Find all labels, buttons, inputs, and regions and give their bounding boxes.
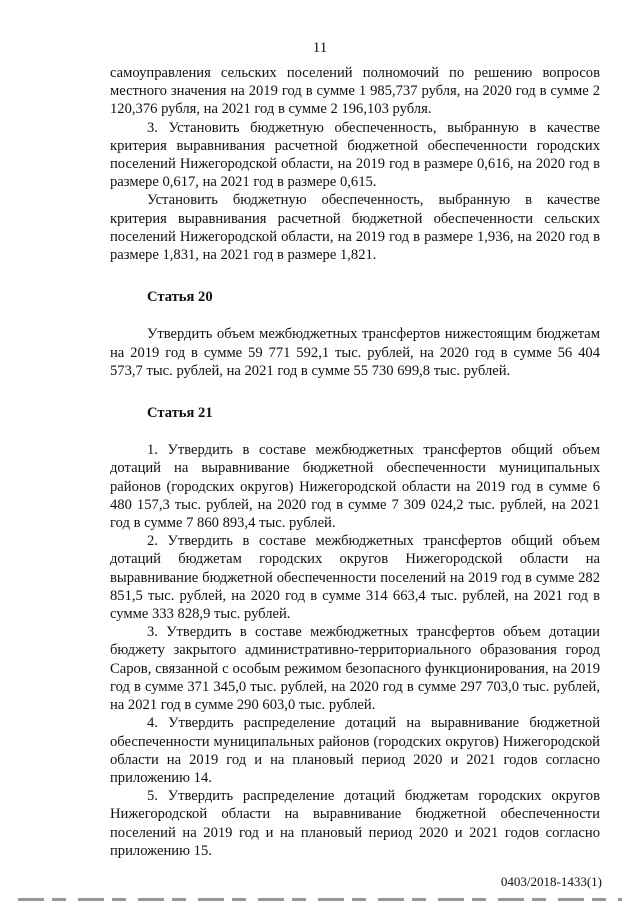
scan-artifact-line — [18, 898, 622, 901]
article-21-item-5: 5. Утвердить распределение дотаций бюджетам городских округов Нижегородской области на выравнивание бюджетной обеспеченности поселений на 2019 год и на плановый период 2020 и 2021 годов согласно приложению 15. — [110, 788, 600, 859]
article-21-item-3: 3. Утвердить в составе межбюджетных трансфертов объем дотации бюджету закрытого административно-территориального образования город Саров, связанной с особым режимом безопасного функционирования, на 2019 год в сумме 371 345,0 тыс. рублей, на 2020 год в сумме 297 703,0 тыс. рублей, на 2021 год в сумме 290 603,0 тыс. рублей. — [110, 624, 600, 714]
page-number: 11 — [312, 40, 328, 56]
article-21-item-4: 4. Утвердить распределение дотаций на выравнивание бюджетной обеспеченности муниципальных районов (городских округов) Нижегородской области на 2019 год и на плановый период 2020 и 2021 годов согласно приложению 14. — [110, 715, 600, 786]
paragraph-rural-settlements: Установить бюджетную обеспеченность, выбранную в качестве критерия выравнивания расчетной бюджетной обеспеченности сельских поселений Нижегородской области, на 2019 год в размере 1,936, на 2020 год в размере 1,831, на 2021 год в размере 1,821. — [110, 192, 600, 264]
article-20-heading: Статья 20 — [147, 289, 213, 306]
paragraph-continuation: самоуправления сельских поселений полномочий по решению вопросов местного значения на 2019 год в сумме 1 985,737 рубля, на 2020 год в сумме 2 120,376 рубля, на 2021 год в сумме 2 196,103 рубля. — [110, 65, 600, 118]
article-20-text: Утвердить объем межбюджетных трансфертов нижестоящим бюджетам на 2019 год в сумме 59 771 592,1 тыс. рублей, на 2020 год в сумме 56 404 573,7 тыс. рублей, на 2021 год в сумме 55 730 699,8 тыс. рублей. — [110, 326, 600, 379]
article-21-heading: Статья 21 — [147, 405, 213, 422]
article-21-item-2: 2. Утвердить в составе межбюджетных трансфертов общий объем дотаций бюджетам городских округов Нижегородской области на выравнивание бюджетной обеспеченности поселений на 2019 год в сумме 282 851,5 тыс. рублей, на 2020 год в сумме 314 663,4 тыс. рублей, на 2021 год в сумме 333 828,9 тыс. рублей. — [110, 533, 600, 623]
article-21-item-1: 1. Утвердить в составе межбюджетных трансфертов общий объем дотаций на выравнивание бюджетной обеспеченности муниципальных районов (городских округов) Нижегородской области на 2019 год в сумме 6 480 157,3 тыс. рублей, на 2020 год в сумме 7 309 024,2 тыс. рублей, на 2021 год в сумме 7 860 893,4 тыс. рублей. — [110, 442, 600, 532]
document-body — [110, 64, 600, 860]
document-code: 0403/2018-1433(1) — [500, 874, 602, 889]
paragraph-item-3: 3. Установить бюджетную обеспеченность, выбранную в качестве критерия выравнивания расчетной бюджетной обеспеченности городских поселений Нижегородской области, на 2019 год в размере 0,616, на 2020 год в размере 0,617, на 2021 год в размере 0,615. — [110, 119, 600, 191]
